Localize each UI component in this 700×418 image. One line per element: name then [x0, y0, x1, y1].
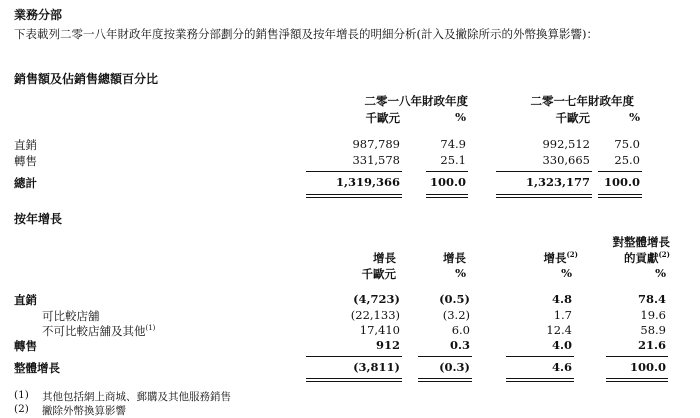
table2-cell: 12.4	[546, 323, 572, 337]
table2-cell: 912	[375, 338, 400, 352]
footnote-marker: (1)	[14, 389, 29, 401]
table2-total-rule	[506, 378, 574, 379]
table1-total-rule	[426, 197, 468, 198]
table2-cell: 17,410	[359, 323, 400, 337]
table2-subtotal-rule	[606, 356, 668, 357]
table1-pct-header: %	[455, 110, 466, 124]
table2-cell: 58.9	[640, 323, 666, 337]
table2-total-rule	[306, 378, 402, 379]
table1-total-rule	[306, 194, 402, 195]
table1-subtotal-rule	[426, 171, 468, 172]
table2-total-rule	[418, 378, 472, 379]
table2-unit-header: %	[455, 266, 466, 280]
table2-unit-header: %	[655, 266, 666, 280]
table1-total-cell: 100.0	[603, 175, 640, 189]
table2-header-growth-excl-fx	[500, 250, 578, 266]
table2-row-label: 直銷	[14, 293, 37, 307]
table1-cell: 75.0	[614, 137, 640, 151]
table2-cell: 6.0	[451, 323, 470, 337]
footnote-ref: (2)	[566, 250, 578, 260]
table2-total-rule	[506, 381, 574, 382]
table2-cell: 4.0	[551, 338, 572, 352]
table2-cell: (4,723)	[353, 292, 400, 306]
table1-group-header-2018: 二零一八年財政年度	[364, 94, 468, 108]
table2-total-cell: (3,811)	[353, 360, 400, 374]
table1-cell: 992,512	[542, 137, 590, 151]
table2-header-contribution-top: 對整體增長	[612, 235, 670, 249]
table1-pct-header: %	[629, 110, 640, 124]
table2-total-rule	[606, 381, 668, 382]
table2-title: 按年增長	[14, 212, 63, 226]
table2-header-contribution-mid	[600, 250, 670, 266]
table1-title: 銷售額及佔銷售總額百分比	[14, 72, 159, 86]
table1-cell: 25.0	[614, 153, 640, 167]
table1-total-rule	[496, 197, 592, 198]
table1-group-header-2017: 二零一七年財政年度	[530, 94, 634, 108]
table2-total-rule	[418, 381, 472, 382]
table1-cell: 330,665	[542, 153, 590, 167]
table2-cell: 19.6	[640, 308, 666, 322]
table2-cell: 1.7	[553, 308, 572, 322]
section-title: 業務分部	[14, 8, 63, 22]
table1-total-rule	[306, 197, 402, 198]
table1-cell: 25.1	[440, 153, 466, 167]
table2-total-cell: (0.3)	[439, 360, 470, 374]
table2-unit-header: %	[561, 266, 572, 280]
table1-total-rule	[598, 197, 642, 198]
table2-cell: 0.3	[449, 338, 470, 352]
table2-row-label: 可比較店舖	[42, 309, 100, 323]
table2-header-growth-excl-fx-text: 增長	[543, 251, 567, 265]
table1-total-cell: 100.0	[429, 175, 466, 189]
table1-subtotal-rule	[496, 171, 592, 172]
footnote-text: 撇除外幣換算影響	[42, 405, 126, 417]
table2-row-label: 轉售	[14, 339, 37, 353]
table1-subtotal-rule	[306, 171, 402, 172]
table2-cell: (3.2)	[442, 308, 470, 322]
table1-unit-header: 千歐元	[555, 111, 590, 125]
table2-total-rule	[306, 381, 402, 382]
table2-row-label	[42, 323, 155, 339]
table2-cell: 78.4	[637, 292, 666, 306]
table1-cell: 331,578	[352, 153, 400, 167]
table2-cell: (22,133)	[350, 308, 400, 322]
table2-unit-header: 千歐元	[361, 267, 396, 281]
table2-subtotal-rule	[306, 356, 402, 357]
table2-subtotal-rule	[506, 356, 574, 357]
table2-cell: 4.8	[551, 292, 572, 306]
footnote-ref: (2)	[658, 250, 670, 260]
table2-total-label: 整體增長	[14, 361, 60, 375]
table1-unit-header: 千歐元	[365, 111, 400, 125]
table1-subtotal-rule	[598, 171, 642, 172]
table1-cell: 987,789	[352, 137, 400, 151]
table2-subtotal-rule	[418, 356, 472, 357]
table2-cell: (0.5)	[439, 292, 470, 306]
intro-paragraph: 下表載列二零一八年財政年度按業務分部劃分的銷售淨額及按年增長的明細分析(計入及撇除所示的外幣換算影響)：	[14, 27, 598, 41]
table1-total-rule	[598, 194, 642, 195]
table1-total-rule	[426, 194, 468, 195]
table2-total-rule	[606, 378, 668, 379]
table1-total-cell: 1,319,366	[335, 175, 400, 189]
table2-header-contribution-mid-text: 的貢獻	[624, 251, 659, 265]
table2-row-label-text: 不可比較店舖及其他	[42, 324, 146, 338]
table1-total-rule	[496, 194, 592, 195]
table2-header-growth-eur: 增長	[373, 251, 396, 265]
table1-total-cell: 1,323,177	[525, 175, 590, 189]
footnote-marker: (2)	[14, 403, 29, 415]
table1-cell: 74.9	[440, 137, 466, 151]
table2-cell: 21.6	[637, 338, 666, 352]
table2-header-growth-pct: 增長	[443, 251, 466, 265]
table2-total-cell: 4.6	[551, 360, 572, 374]
footnote-ref: (1)	[145, 324, 156, 333]
table2-total-cell: 100.0	[629, 360, 666, 374]
footnote-text: 其他包括網上商城、郵購及其他服務銷售	[42, 391, 231, 403]
table1-row-label: 轉售	[14, 154, 37, 168]
table1-total-label: 總計	[14, 176, 37, 190]
table1-row-label: 直銷	[14, 138, 37, 152]
